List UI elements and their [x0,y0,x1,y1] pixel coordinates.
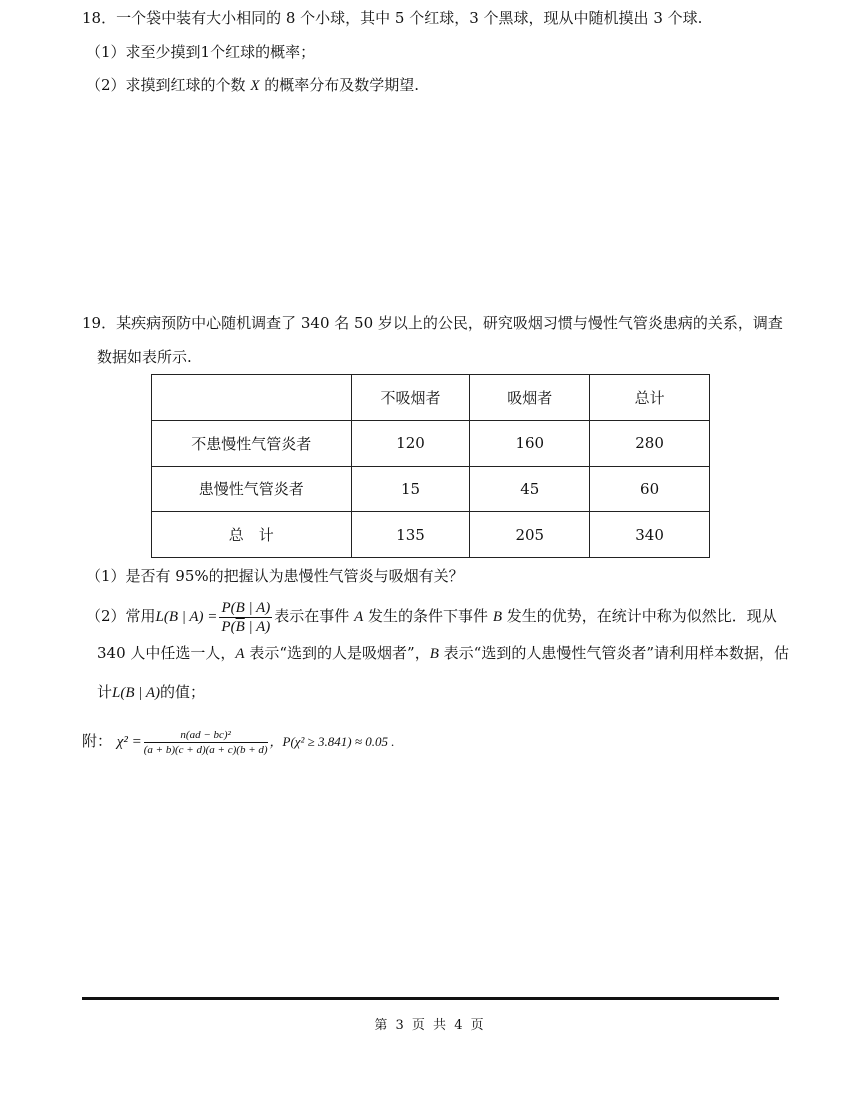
q19-data-table [151,374,710,558]
denominator-p: P( [221,618,236,635]
q19-line2-var-b: B [429,646,439,662]
q19-part1: （1）是否有 95%的把握认为患慢性气管炎与吸烟有关？ [86,567,464,585]
likelihood-ratio-lhs: L(B | A) = [155,609,218,625]
q19-part2-line3 [97,682,205,703]
table-cell: 160 [470,420,590,466]
q19-line2-text-a: 340 人中任选一人， [97,644,236,662]
fraction-denominator [219,618,272,636]
q19-line3-text-a: 计 [97,683,113,701]
table-cell: 120 [351,420,470,466]
q19-part2-text3: 发生的优势，在统计中称为似然比．现从 [506,607,777,625]
table-cell: 不患慢性气管炎者 [152,420,352,466]
q18-part2-text-a: （2）求摸到红球的个数 [86,76,246,94]
q19-stem-line1: 19．某疾病预防中心随机调查了 340 名 50 岁以上的公民，研究吸烟习惯与慢性气管炎患病的关系，调查 [82,314,783,332]
chi-square-denominator: (a + b)(c + d)(a + c)(b + d) [143,743,268,756]
table-header-cell: 不吸烟者 [351,375,470,421]
q19-line2-text-b: 表示“选到的人是吸烟者”， [249,644,430,662]
q19-stem-line2: 数据如表所示. [97,348,192,366]
chi-square-fraction [144,728,268,757]
denominator-b-bar: $\overline{B}$ [235,618,245,635]
table-cell: 45 [470,466,590,512]
likelihood-ratio-fraction [219,599,272,636]
q19-part2-var-b: B [492,609,502,625]
chi-square-numerator: n(ad − bc)² [144,728,268,743]
q18-part2-text-b: 的概率分布及数学期望. [264,76,420,94]
page-number: 第 3 页 共 4 页 [374,1018,486,1033]
q19-line3-text-b: 的值； [160,683,206,701]
table-header-row [152,375,710,421]
q18-part1: （1）求至少摸到1个红球的概率； [86,43,316,61]
table-row [152,512,710,558]
q19-part2-line2 [97,643,789,664]
q19-part2-line1 [86,596,777,636]
q19-appendix [82,722,395,760]
table-cell: 280 [590,420,710,466]
q19-line2-text-c: 表示“选到的人患慢性气管炎者”请利用样本数据，估 [443,644,789,662]
table-cell: 患慢性气管炎者 [152,466,352,512]
q19-part2-var-a: A [354,609,364,625]
table-cell: 340 [590,512,710,558]
q19-part2-text2: 发生的条件下事件 [368,607,489,625]
appendix-label: 附： [82,732,113,750]
table-header-cell: 吸烟者 [470,375,590,421]
table-cell: 总 计 [152,512,352,558]
q18-part2-var: X [250,78,260,94]
q18-stem: 18．一个袋中装有大小相同的 8 个小球，其中 5 个红球，3 个黑球，现从中随机摸出 3 个球. [82,9,703,27]
q19-line2-var-a: A [235,646,245,662]
table-row [152,466,710,512]
table-row [152,420,710,466]
table-cell: 15 [351,466,470,512]
table-header-cell [152,375,352,421]
table-cell: 205 [470,512,590,558]
table-cell: 135 [351,512,470,558]
q18-part2 [86,75,419,96]
table-cell: 60 [590,466,710,512]
q19-line3-expr: L(B | A) [112,685,161,701]
chi-square-lhs: χ² = [116,734,142,750]
q19-part2-prefix: （2）常用 [86,607,156,625]
q19-part2-text1: 表示在事件 [274,607,350,625]
footer-divider [82,997,779,1000]
chi-square-probability: ，P(χ² ≥ 3.841) ≈ 0.05 . [269,734,395,749]
denominator-rest: | A) [244,618,271,635]
fraction-numerator: P(B | A) [221,599,271,616]
table-header-cell: 总计 [590,375,710,421]
